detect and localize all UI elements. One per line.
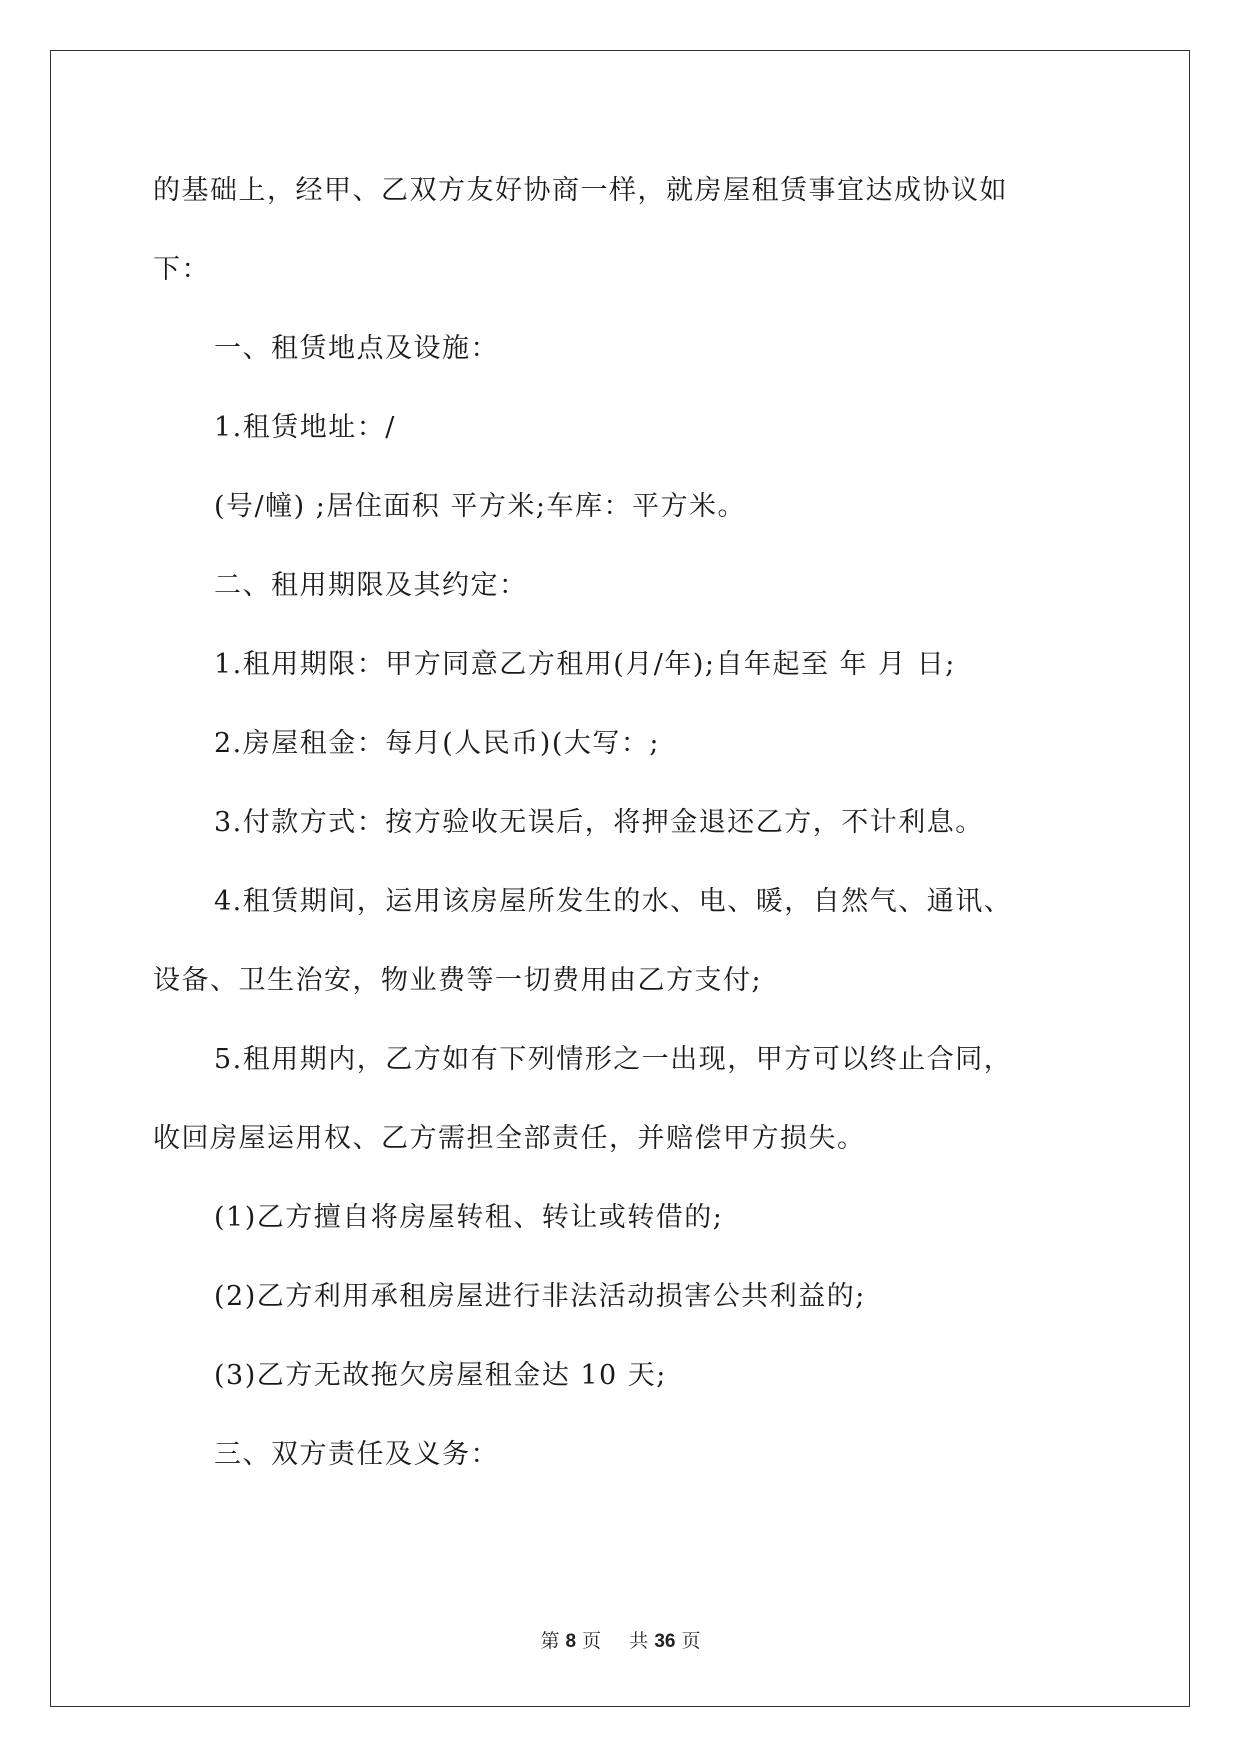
body-line-7: 1.租用期限：甲方同意乙方租用(月/年);自年起至 年 月 日; bbox=[214, 649, 956, 680]
section-heading-3: 三、双方责任及义务： bbox=[214, 1439, 499, 1470]
body-line-16: (3)乙方无故拖欠房屋租金达 10 天; bbox=[214, 1360, 667, 1391]
footer-total-prefix: 共 bbox=[629, 1630, 649, 1652]
body-line-14: (1)乙方擅自将房屋转租、转让或转借的; bbox=[214, 1202, 724, 1233]
body-line-8: 2.房屋租金：每月(人民币)(大写：; bbox=[214, 728, 660, 759]
body-line-4: 1.租赁地址：/ bbox=[214, 412, 396, 443]
body-line-15: (2)乙方利用承租房屋进行非法活动损害公共利益的; bbox=[214, 1281, 866, 1312]
body-line-9: 3.付款方式：按方验收无误后，将押金退还乙方，不计利息。 bbox=[214, 807, 984, 838]
body-line-1: 的基础上，经甲、乙双方友好协商一样，就房屋租赁事宜达成协议如 bbox=[153, 175, 1008, 206]
footer-page-number: 8 bbox=[565, 1631, 577, 1652]
section-heading-2: 二、租用期限及其约定： bbox=[214, 570, 528, 601]
body-line-2: 下： bbox=[153, 254, 210, 285]
body-line-5: (号/幢) ;居住面积 平方米;车库：平方米。 bbox=[214, 491, 747, 522]
footer-page-suffix: 页 bbox=[582, 1630, 602, 1652]
page-footer bbox=[0, 1627, 1241, 1656]
body-line-11: 设备、卫生治安，物业费等一切费用由乙方支付; bbox=[153, 965, 763, 996]
section-heading-1: 一、租赁地点及设施： bbox=[214, 333, 499, 364]
footer-total-pages: 36 bbox=[654, 1631, 676, 1652]
footer-total-suffix: 页 bbox=[681, 1630, 701, 1652]
body-line-10: 4.租赁期间，运用该房屋所发生的水、电、暖，自然气、通讯、 bbox=[214, 886, 1013, 917]
body-line-13: 收回房屋运用权、乙方需担全部责任，并赔偿甲方损失。 bbox=[153, 1123, 866, 1154]
document-body bbox=[153, 169, 1093, 1512]
body-line-12: 5.租用期内，乙方如有下列情形之一出现，甲方可以终止合同， bbox=[214, 1044, 1013, 1075]
footer-page-prefix: 第 bbox=[540, 1630, 560, 1652]
